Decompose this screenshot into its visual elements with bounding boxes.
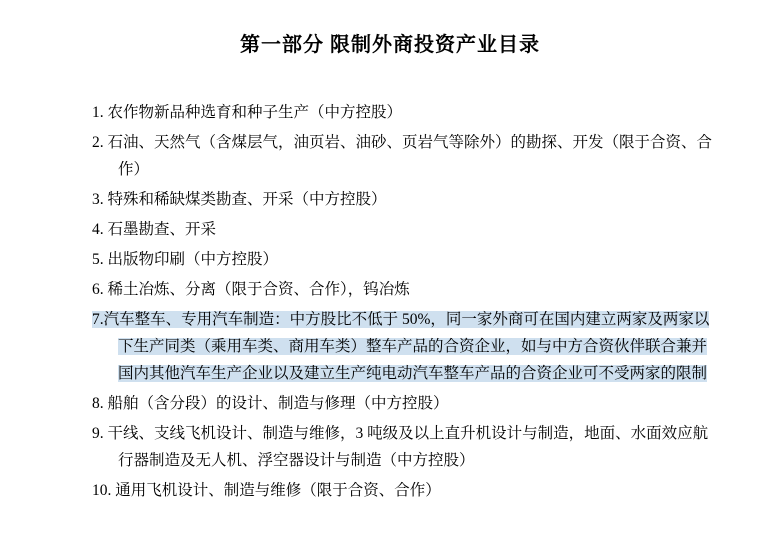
list-item-number: 9.: [92, 425, 104, 442]
list-item-number: 5.: [92, 251, 104, 268]
list-item-number: 10.: [92, 482, 112, 499]
list-item: [0, 390, 780, 417]
list-item-text: 农作物新品种选育和种子生产（中方控股）: [107, 104, 403, 121]
list-item-number: 4.: [92, 221, 104, 238]
list-item-text: 稀土冶炼、分离（限于合资、合作），钨冶炼: [107, 281, 410, 298]
list-item-text: 汽车整车、专用汽车制造：中方股比不低于 50%，同一家外商可在国内建立两家及两家以下生产同类（乘用车类、商用车类）整车产品的合资企业，如与中方合资伙伴联合兼并国内其他汽车生产企业以及建立生产纯电动汽车整车产品的合资企业可不受两家的限制: [103, 311, 710, 382]
list-item-number: 6.: [92, 281, 104, 298]
list-item-highlighted: [0, 306, 780, 387]
document-page: [0, 28, 780, 541]
list-item-number: 7.: [92, 311, 104, 328]
list-item-number: 3.: [92, 191, 104, 208]
list-item: [0, 477, 780, 504]
list-item: [0, 99, 780, 126]
list-item-text: 船舶（含分段）的设计、制造与修理（中方控股）: [107, 395, 449, 412]
list-item: [0, 246, 780, 273]
list-item-text: 干线、支线飞机设计、制造与维修，3 吨级及以上直升机设计与制造，地面、水面效应航行器制造及无人机、浮空器设计与制造（中方控股）: [107, 425, 709, 469]
list-item-text: 通用飞机设计、制造与维修（限于合资、合作）: [115, 482, 441, 499]
list-item: [0, 186, 780, 213]
list-item-text: 石油、天然气（含煤层气，油页岩、油砂、页岩气等除外）的勘探、开发（限于合资、合作）: [107, 134, 713, 178]
list-item: [0, 276, 780, 303]
list-item-number: 2.: [92, 134, 104, 151]
page-title: 第一部分 限制外商投资产业目录: [240, 34, 540, 56]
catalog-list: [0, 99, 780, 504]
list-item-text: 出版物印刷（中方控股）: [107, 251, 279, 268]
list-item-text: 石墨勘查、开采: [107, 221, 217, 238]
list-item-text: 特殊和稀缺煤类勘查、开采（中方控股）: [107, 191, 387, 208]
list-item-number: 8.: [92, 395, 104, 412]
list-item: [0, 216, 780, 243]
list-item-number: 1.: [92, 104, 104, 121]
list-item: [0, 420, 780, 474]
list-item: [0, 129, 780, 183]
